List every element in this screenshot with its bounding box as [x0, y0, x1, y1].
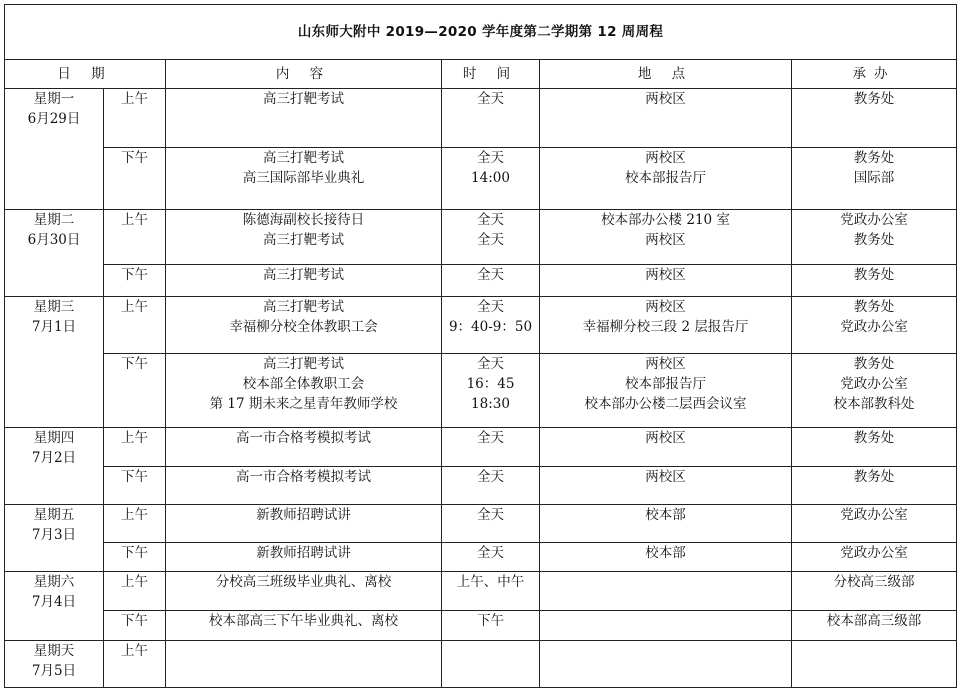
- host-cell: [792, 265, 957, 297]
- time-cell: [442, 354, 540, 428]
- host-cell-line: 党政办公室: [840, 507, 908, 523]
- session-cell: 上午: [104, 210, 166, 265]
- day-name: 星期三: [33, 299, 75, 315]
- place-cell: [540, 148, 792, 210]
- time-cell-line: 全天: [477, 91, 504, 107]
- time-cell: [442, 265, 540, 297]
- content-cell-line: 第 17 期未来之星青年教师学校: [209, 396, 398, 412]
- header-row: [5, 60, 957, 89]
- content-cell: [166, 210, 442, 265]
- content-cell: [166, 354, 442, 428]
- host-cell-line: 教务处: [853, 150, 895, 166]
- session-cell: 上午: [104, 505, 166, 543]
- host-cell: [792, 297, 957, 354]
- place-cell: [540, 572, 792, 611]
- host-cell: [792, 611, 957, 641]
- time-cell: [442, 148, 540, 210]
- day-cell: [5, 428, 104, 505]
- time-cell: [442, 611, 540, 641]
- day-cell: [5, 505, 104, 572]
- content-cell-line: 校本部高三下午毕业典礼、离校: [209, 613, 398, 629]
- session-cell: 下午: [104, 467, 166, 505]
- time-cell: [442, 543, 540, 572]
- session-cell: 上午: [104, 572, 166, 611]
- host-cell: [792, 505, 957, 543]
- day-cell: [5, 297, 104, 428]
- host-cell: [792, 572, 957, 611]
- time-cell-line: 全天: [477, 267, 504, 283]
- host-cell: [792, 210, 957, 265]
- place-cell-line: 两校区: [645, 150, 686, 166]
- time-cell-line: 16：45: [466, 376, 515, 392]
- day-cell: [5, 641, 104, 688]
- place-cell: [540, 467, 792, 505]
- place-cell: [540, 297, 792, 354]
- place-cell: [540, 210, 792, 265]
- day-date: 7月1日: [31, 319, 77, 335]
- schedule-row: [5, 641, 957, 688]
- content-cell: [166, 297, 442, 354]
- time-cell: [442, 467, 540, 505]
- host-cell-line: 党政办公室: [840, 545, 908, 561]
- content-cell: [166, 148, 442, 210]
- day-name: 星期五: [33, 507, 75, 523]
- schedule-row: [5, 297, 957, 354]
- content-cell: [166, 89, 442, 148]
- time-cell-line: 9：40-9：50: [448, 319, 533, 335]
- place-cell-line: 两校区: [645, 356, 686, 372]
- place-cell-line: 两校区: [645, 469, 686, 485]
- content-cell: [166, 543, 442, 572]
- time-cell-line: 全天: [477, 356, 504, 372]
- place-cell-line: 两校区: [645, 299, 686, 315]
- schedule-row: [5, 505, 957, 543]
- content-cell: [166, 572, 442, 611]
- day-name: 星期四: [33, 430, 75, 446]
- host-cell: [792, 641, 957, 688]
- place-cell-line: 两校区: [645, 267, 686, 283]
- time-cell-line: 14:00: [471, 170, 510, 186]
- host-cell-line: 教务处: [853, 430, 895, 446]
- host-cell: [792, 428, 957, 467]
- session-cell: 下午: [104, 611, 166, 641]
- weekly-schedule-table: [4, 4, 957, 688]
- place-cell: [540, 428, 792, 467]
- session-cell: 上午: [104, 297, 166, 354]
- content-cell-line: 陈德海副校长接待日: [242, 212, 365, 228]
- host-cell-line: 校本部高三级部: [826, 613, 922, 629]
- host-cell: [792, 543, 957, 572]
- time-cell: [442, 572, 540, 611]
- place-cell: [540, 265, 792, 297]
- time-cell-line: 全天: [477, 469, 504, 485]
- host-cell-line: 教务处: [853, 469, 895, 485]
- session-cell: 下午: [104, 265, 166, 297]
- content-cell-line: 幸福柳分校全体教职工会: [229, 319, 378, 335]
- time-cell-line: 全天: [477, 299, 504, 315]
- time-cell-line: 全天: [477, 430, 504, 446]
- schedule-row: [5, 467, 957, 505]
- time-cell: [442, 89, 540, 148]
- content-cell: [166, 505, 442, 543]
- host-cell: [792, 354, 957, 428]
- day-date: 7月4日: [31, 594, 77, 610]
- time-cell-line: 18:30: [471, 396, 510, 412]
- day-date: 7月5日: [31, 663, 77, 679]
- place-cell-line: 校本部: [645, 545, 686, 561]
- header-content: 内 容: [166, 60, 442, 89]
- time-cell: [442, 210, 540, 265]
- host-cell-line: 分校高三级部: [833, 574, 915, 590]
- place-cell: [540, 543, 792, 572]
- place-cell-line: 两校区: [645, 91, 686, 107]
- day-name: 星期天: [33, 643, 75, 659]
- content-cell-line: 分校高三班级毕业典礼、离校: [215, 574, 392, 590]
- host-cell-line: 党政办公室: [840, 376, 908, 392]
- schedule-row: [5, 89, 957, 148]
- content-cell-line: 高三打靶考试: [263, 299, 344, 315]
- header-time: 时 间: [442, 60, 540, 89]
- content-cell-line: 高一市合格考模拟考试: [236, 469, 371, 485]
- time-cell-line: 下午: [477, 613, 504, 629]
- schedule-row: [5, 543, 957, 572]
- day-name: 星期一: [33, 91, 75, 107]
- content-cell: [166, 467, 442, 505]
- content-cell-line: 新教师招聘试讲: [256, 545, 351, 561]
- content-cell: [166, 641, 442, 688]
- day-cell: [5, 89, 104, 210]
- time-cell-line: 全天: [477, 150, 504, 166]
- host-cell-line: 教务处: [853, 299, 895, 315]
- time-cell: [442, 505, 540, 543]
- content-cell-line: 校本部全体教职工会: [242, 376, 365, 392]
- time-cell-line: 全天: [477, 545, 504, 561]
- schedule-row: [5, 210, 957, 265]
- host-cell-line: 教务处: [853, 356, 895, 372]
- host-cell-line: 校本部教科处: [833, 396, 915, 412]
- session-cell: 下午: [104, 354, 166, 428]
- place-cell-line: 校本部办公楼二层西会议室: [584, 396, 747, 412]
- day-date: 7月3日: [31, 527, 77, 543]
- place-cell: [540, 89, 792, 148]
- place-cell-line: 校本部报告厅: [625, 376, 706, 392]
- content-cell-line: 高三打靶考试: [263, 232, 344, 248]
- day-date: 6月29日: [27, 111, 81, 127]
- header-place: 地 点: [540, 60, 792, 89]
- place-cell-line: 两校区: [645, 232, 686, 248]
- content-cell-line: 新教师招聘试讲: [256, 507, 351, 523]
- host-cell: [792, 148, 957, 210]
- place-cell-line: 校本部: [645, 507, 686, 523]
- session-cell: 下午: [104, 543, 166, 572]
- content-cell-line: 高三打靶考试: [263, 150, 344, 166]
- content-cell: [166, 265, 442, 297]
- content-cell: [166, 428, 442, 467]
- host-cell-line: 国际部: [853, 170, 895, 186]
- schedule-row: [5, 148, 957, 210]
- place-cell-line: 校本部办公楼 210 室: [601, 212, 730, 228]
- place-cell-line: 两校区: [645, 430, 686, 446]
- day-name: 星期二: [33, 212, 75, 228]
- time-cell-line: 上午、中午: [456, 574, 525, 590]
- host-cell-line: 教务处: [853, 267, 895, 283]
- header-date: 日 期: [5, 60, 166, 89]
- time-cell: [442, 641, 540, 688]
- schedule-row: [5, 611, 957, 641]
- schedule-row: [5, 354, 957, 428]
- day-date: 7月2日: [31, 450, 77, 466]
- day-date: 6月30日: [27, 232, 81, 248]
- content-cell-line: 高三打靶考试: [263, 356, 344, 372]
- schedule-row: [5, 265, 957, 297]
- schedule-title: 山东师大附中 2019—2020 学年度第二学期第 12 周周程: [5, 5, 957, 60]
- host-cell-line: 教务处: [853, 91, 895, 107]
- place-cell-line: 幸福柳分校三段 2 层报告厅: [582, 319, 749, 335]
- content-cell-line: 高一市合格考模拟考试: [236, 430, 371, 446]
- host-cell-line: 党政办公室: [840, 319, 908, 335]
- session-cell: 上午: [104, 641, 166, 688]
- session-cell: 下午: [104, 148, 166, 210]
- session-cell: 上午: [104, 428, 166, 467]
- day-cell: [5, 210, 104, 297]
- schedule-row: [5, 428, 957, 467]
- content-cell: [166, 611, 442, 641]
- content-cell-line: 高三国际部毕业典礼: [242, 170, 365, 186]
- content-cell-line: 高三打靶考试: [263, 267, 344, 283]
- time-cell-line: 全天: [477, 507, 504, 523]
- place-cell: [540, 641, 792, 688]
- host-cell: [792, 467, 957, 505]
- time-cell: [442, 297, 540, 354]
- host-cell-line: 教务处: [853, 232, 895, 248]
- place-cell: [540, 611, 792, 641]
- place-cell: [540, 354, 792, 428]
- time-cell-line: 全天: [477, 212, 504, 228]
- host-cell: [792, 89, 957, 148]
- header-host: 承办: [792, 60, 957, 89]
- place-cell: [540, 505, 792, 543]
- day-cell: [5, 572, 104, 641]
- session-cell: 上午: [104, 89, 166, 148]
- content-cell-line: 高三打靶考试: [263, 91, 344, 107]
- time-cell: [442, 428, 540, 467]
- time-cell-line: 全天: [477, 232, 504, 248]
- place-cell-line: 校本部报告厅: [625, 170, 706, 186]
- day-name: 星期六: [33, 574, 75, 590]
- schedule-row: [5, 572, 957, 611]
- host-cell-line: 党政办公室: [840, 212, 908, 228]
